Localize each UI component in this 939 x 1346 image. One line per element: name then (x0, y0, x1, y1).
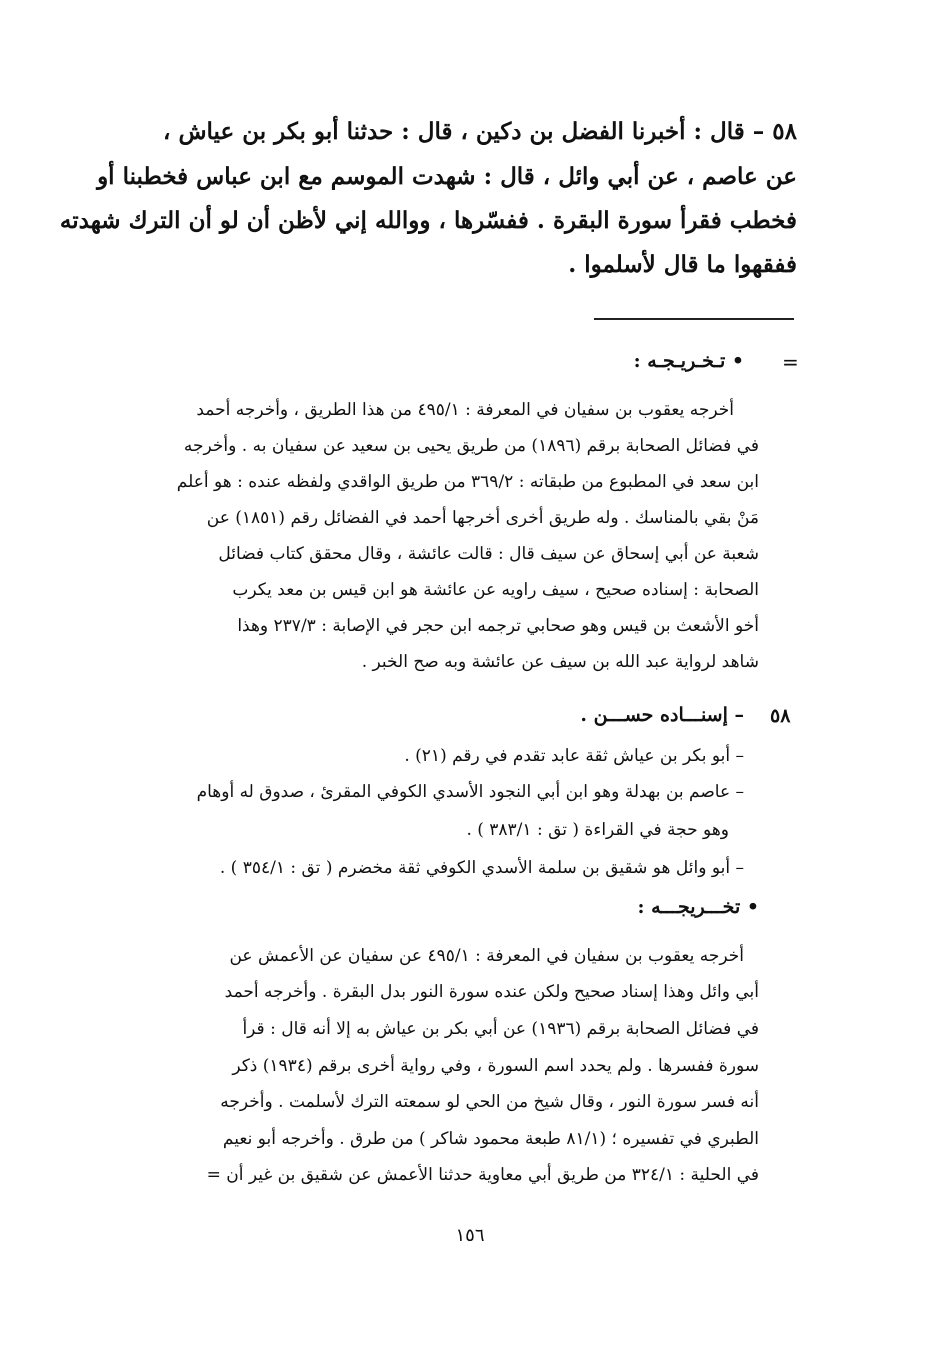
continuation-mark: = (782, 350, 799, 374)
note-3-heading: • تخـــريجـــه : (637, 896, 759, 918)
note-1-heading: • تـخـريـجـه : (633, 350, 744, 372)
note-3-line-5: أنه فسر سورة النور ، وقال شيخ من الحي لو سمعته الترك لأسلمت . وأخرجه (220, 1092, 759, 1112)
note-2-line-4: – أبو وائل هو شقيق بن سلمة الأسدي الكوفي ثقة مخضرم ( تق : ٣٥٤/١ ) . (219, 858, 744, 878)
note-3-line-3: في فضائل الصحابة برقم (١٩٣٦) عن أبي بكر بن عياش به إلا أنه قال : قرأ (242, 1019, 759, 1039)
main-text-line-3: فخطب فقرأ سورة البقرة . ففسّرها ، ووالله إني لأظن أن لو أن الترك شهدته (59, 207, 797, 234)
main-text-line-1-body: – قال : أخبرنا الفضل بن دكين ، قال : حدثنا أبو بكر بن عياش ، (163, 118, 765, 145)
note-2-line-2: – عاصم بن بهدلة وهو ابن أبي النجود الأسدي الكوفي المقرئ ، صدوق له أوهام (196, 782, 744, 802)
page-number: ١٥٦ (455, 1225, 485, 1246)
note-2-number: ٥٨ (770, 705, 791, 727)
note-1-line-4: مَنْ بقي بالمناسك . وله طريق أخرى أخرجها أحمد في الفضائل رقم (١٨٥١) عن (206, 508, 759, 528)
note-1-line-3: ابن سعد في المطبوع من طبقاته : ٣٦٩/٢ من طريق الواقدي ولفظه عنده : هو أعلم (176, 472, 759, 492)
note-3-line-2: أبي وائل وهذا إسناد صحيح ولكن عنده سورة النور بدل البقرة . وأخرجه أحمد (224, 982, 759, 1002)
note-1-line-1: أخرجه يعقوب بن سفيان في المعرفة : ٤٩٥/١ من هذا الطريق ، وأخرجه أحمد (196, 400, 734, 420)
note-3-line-6: الطبري في تفسيره ؛ (٨١/١ طبعة محمود شاكر ) من طرق . وأخرجه أبو نعيم (222, 1129, 759, 1149)
note-2-line-1: – أبو بكر بن عياش ثقة عابد تقدم في رقم (٢١) . (404, 746, 744, 766)
hadith-number: ٥٨ (772, 118, 797, 145)
note-3-line-4: سورة ففسرها . ولم يحدد اسم السورة ، وفي رواية أخرى برقم (١٩٣٤) ذكر (232, 1056, 759, 1076)
note-1-line-8: شاهد لرواية عبد الله بن سيف عن عائشة وبه صح الخبر . (361, 652, 759, 672)
note-2-heading: – إسنـــاده حســـن . (580, 704, 744, 726)
note-2-line-3: وهو حجة في القراءة ( تق : ٣٨٣/١ ) . (466, 820, 729, 840)
main-text-line-1 (163, 117, 797, 147)
main-text-line-4: ففقهوا ما قال لأسلموا . (568, 251, 797, 278)
note-1-line-6: الصحابة : إسناده صحيح ، سيف راويه عن عائشة هو ابن قيس بن معد يكرب (232, 580, 759, 600)
note-1-line-5: شعبة عن أبي إسحاق عن سيف قال : قالت عائشة ، وقال محقق كتاب فضائل (218, 544, 759, 564)
main-text-line-2: عن عاصم ، عن أبي وائل ، قال : شهدت الموسم مع ابن عباس فخطبنا أو (97, 163, 797, 190)
note-1-line-2: في فضائل الصحابة برقم (١٨٩٦) من طريق يحيى بن سعيد عن سفيان به . وأخرجه (183, 436, 759, 456)
note-1-line-7: أخو الأشعث بن قيس وهو صحابي ترجمه ابن حجر في الإصابة : ٢٣٧/٣ وهذا (237, 616, 759, 636)
note-3-line-1: أخرجه يعقوب بن سفيان في المعرفة : ٤٩٥/١ عن سفيان عن الأعمش عن (229, 946, 744, 966)
note-3-line-7: في الحلية : ٣٢٤/١ من طريق أبي معاوية حدثنا الأعمش عن شقيق بن غير أن = (206, 1165, 759, 1185)
footnote-separator (594, 318, 794, 320)
